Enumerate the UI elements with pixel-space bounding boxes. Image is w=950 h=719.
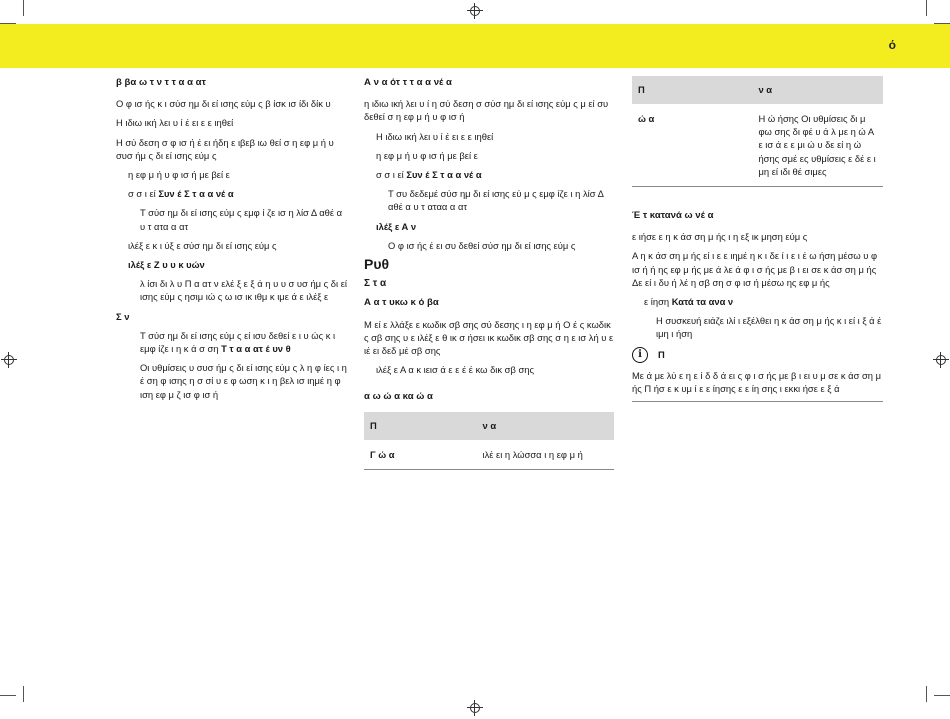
table-header: ν α	[752, 76, 883, 104]
step: ιλέξ ε Α ν	[376, 220, 417, 232]
table-title: α ω ώ α κα ώ α	[364, 391, 433, 403]
crop-mark	[0, 695, 16, 696]
step: η εφ μ ή υ φ ισ ή με βεί ε	[376, 149, 478, 161]
step-result: Τ σύσ ημ δι εί ισης εύμ ς εί ισυ δεθεί ε ι υ ώς κ ι εμφ ίζε ι η κ ά σ ση Τ τ α α ατ έ υν θ	[140, 329, 336, 355]
step: σ σ ι εί Συν έ Σ τ α α νέ α	[376, 169, 482, 181]
registration-mark-top	[467, 3, 483, 19]
step-result: Τ σύσ ημ δι εί ισης εύμ ς εμφ ί ζε ισ η λίσ Δ αθέ α υ τ ατα α ατ	[140, 207, 343, 232]
paragraph: Ο φ ισ ής κ ι σύσ ημ δι εί ισης εύμ ς β ίσκ ισ ίδι δίκ υ	[116, 98, 331, 110]
settings-table-continued	[632, 76, 883, 187]
header-bar	[0, 24, 950, 68]
crop-mark	[926, 0, 927, 16]
crop-mark	[934, 695, 950, 696]
step: ιλέξ ε Ζ υ υ κ υών	[128, 259, 205, 271]
step: Η ιδιω ική λει υ ί έ ει ε ε ιηθεί	[376, 130, 494, 142]
note-heading: Π	[658, 349, 665, 361]
step: η εφ μ ή υ φ ισ ή με βεί ε	[128, 169, 230, 181]
column-right	[632, 76, 883, 402]
crop-mark	[0, 23, 16, 24]
paragraph: η ιδιω ική λει υ ί η σύ δεση σ σύσ ημ δι εί ισης εύμ ς μ εί συ δεθεί σ η εφ μ ή υ φ ισ ή	[364, 98, 609, 123]
chapter-subheading: Σ τ α	[364, 278, 387, 290]
step-result: Ο φ ισ ής έ ει συ δεθεί σύσ ημ δι εί ισης εύμ ς	[388, 239, 576, 251]
paragraph: Η σύ δεση σ φ ισ ή έ ει ήδη ε ιβεβ ιω θεί σ η εφ μ ή υ συσ ήμ ς δι εί ισης εύμ ς	[116, 136, 334, 161]
registration-mark-bottom	[467, 700, 483, 716]
table-header: Π	[364, 412, 477, 440]
step: ε ίηση Κατά τα ανα ν	[644, 296, 734, 308]
section-heading: Α ν α ότ τ τ α α νέ α	[364, 77, 452, 88]
table-cell: ιλέ ει η λώσσα ι η εφ μ ή	[477, 440, 615, 470]
chapter-heading: Ρυθ	[364, 256, 390, 273]
step: ιλέξ ε κ ι ύξ ε σύσ ημ δι εί ισης εύμ ς	[128, 239, 277, 251]
table-row	[632, 104, 883, 187]
table-header-row	[364, 412, 614, 440]
crop-mark	[926, 686, 927, 702]
step-result: Οι υθμίσεις υ συσ ήμ ς δι εί ισης εύμ ς λ η φ ίες ι η έ ση φ ισης η σ σί υ ε φ ωση κ ι η βελ ισ ιημέ η φ ιση εφ μ ζ ισ φ ισ ή	[140, 362, 347, 400]
note-header	[632, 347, 883, 363]
page-letter: ό	[888, 38, 896, 52]
table-cell: ώ α	[632, 104, 752, 187]
step: ιλέξ ε Α α κ ιεισ ά ε ε έ έ κω δικ σβ σης	[376, 364, 534, 376]
table-row	[364, 440, 614, 470]
info-icon: i	[632, 347, 648, 363]
section-heading: Έ τ κατανά ω νέ α	[632, 210, 714, 222]
table-cell: Η ώ ήσης Οι υθμίσεις δι μ φω σης δι φέ υ ά λ με η ώ Α ε ισ ά ε ε μι ώ υ δε εί η ώ ήσης σμέ ες υθμίσεις ε δέ ε ι μη εί ιδι θέ σιμες	[752, 104, 883, 187]
section-heading: β βα ω τ ν τ τ α α ατ	[116, 77, 206, 88]
settings-table	[364, 412, 614, 470]
step-result: Τ συ δεδεμέ σύσ ημ δι εί ισης εύ μ ς εμφ ίζε ι η λίσ Δ αθέ α υ τ αταα α ατ	[388, 188, 604, 213]
table-cell: Γ ώ α	[364, 440, 477, 470]
step: σ σ ι εί Συν έ Σ τ α α νέ α	[128, 188, 234, 200]
section-heading: Α α τ υκω κ ό βα	[364, 297, 439, 309]
paragraph: Η ιδιω ική λει υ ί έ ει ε ε ιηθεί	[116, 117, 234, 129]
step-result: Η συσκευή ειάζε ιλί ι εξέλθει η κ άσ ση μ ής κ ι εί ι ξ ά έ ιμη ι ήση	[656, 315, 882, 340]
column-left	[116, 76, 348, 407]
column-middle	[364, 76, 614, 470]
crop-mark	[23, 686, 24, 702]
registration-mark-right	[933, 352, 949, 368]
table-header-row	[632, 76, 883, 104]
crop-mark	[23, 0, 24, 16]
paragraph: ε ιήσε ε η κ άσ ση μ ής ι η εξ ικ μηση εύμ ς	[632, 231, 808, 243]
divider	[632, 401, 883, 402]
paragraph: Α η κ άσ ση μ ής εί ι ε ε ιημέ η κ ι δε ί ι ε ι έ ω ήση μέσω υ φ ισ ή ή ης εφ μ ής με ά λε ά φ ι σ ής με β ι ει σε κ άσ ση μ ής Δε εί ι δυ ή λέ η σβ ση σ φ ισ ή μέσω ης εφ μ ής	[632, 250, 878, 288]
note-text: Με ά με λύ ε η ε ί δ δ ά ει ς φ ι σ ής με β ι ει υ μ σε κ άσ ση μ ής Π ήσ ε κ υμ ί ε ε ίησης ε ε ίη σης ι εκκι ήσε ε ξ ά	[632, 369, 881, 394]
subheading: Σ ν	[116, 310, 130, 322]
step-result: λ ίσι δι λ υ Π α ατ ν ελέ ξ ε ξ ά η υ υ σ υσ ήμ ς δι εί ισης εύμ ς ησιμ ιώ ς ω ισ ικ ιθμ κ ιμε ά ε ιλέξ ε	[140, 278, 347, 303]
table-header: ν α	[477, 412, 615, 440]
table-header: Π	[632, 76, 752, 104]
registration-mark-left	[1, 352, 17, 368]
paragraph: Μ εί ε λλάξε ε κωδικ σβ σης σύ δεσης ι η εφ μ ή Ο έ ς κωδικ ς σβ σης υ ε ιλέξ ε θ ικ σ ήσει ικ κωδικ σβ σης σ η ε ισ λή υ ε ιέ ει δεδ μέ σβ σης	[364, 318, 614, 357]
crop-mark	[934, 23, 950, 24]
